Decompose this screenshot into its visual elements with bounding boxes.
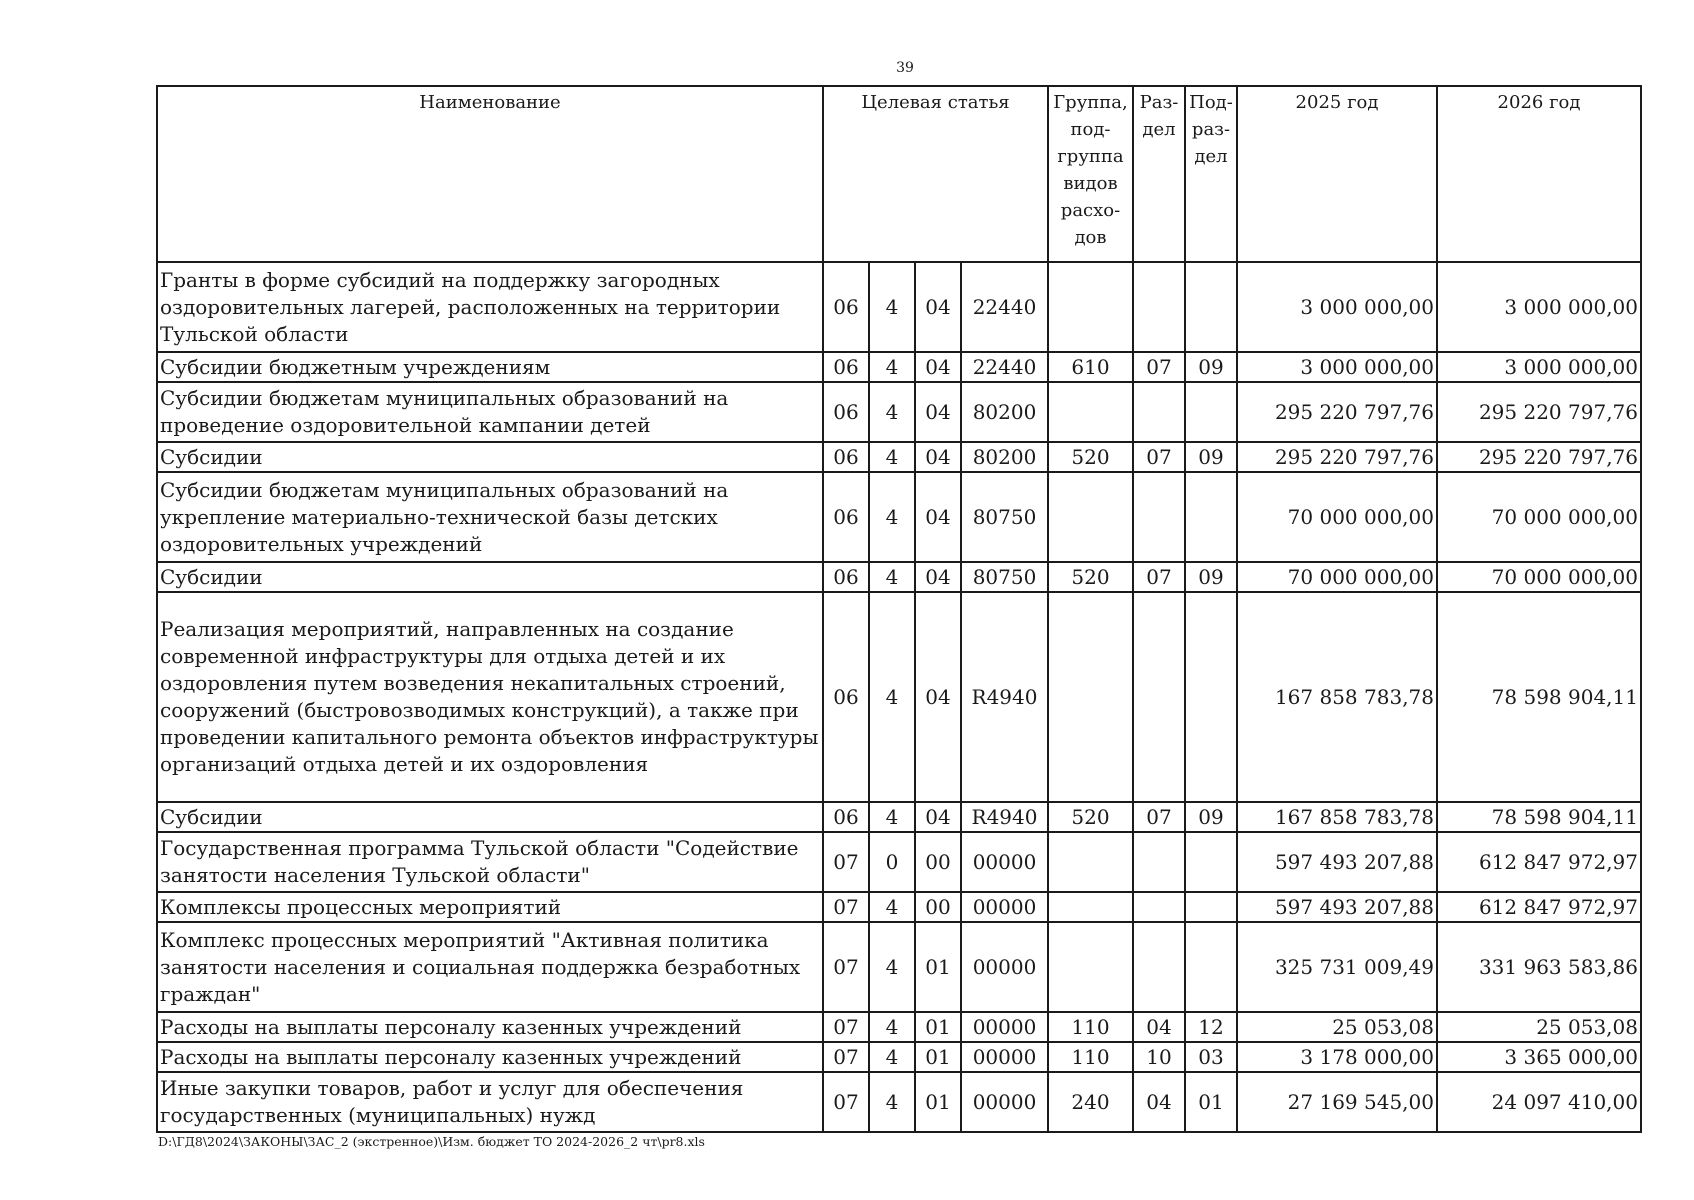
amount-2026: 612 847 972,97 [1437,892,1641,922]
target-code-direction: 00000 [961,1042,1048,1072]
target-code-type: 4 [869,262,915,352]
target-code-program: 07 [823,892,869,922]
expense-group-code [1048,832,1133,892]
amount-2026: 78 598 904,11 [1437,592,1641,802]
section-code [1133,262,1185,352]
target-code-subprogram: 01 [915,922,961,1012]
row-name: Субсидии бюджетам муниципальных образований на укрепление материально-технической базы детских оздоровительных учреждений [157,472,823,562]
header-year-2025: 2025 год [1237,86,1437,262]
amount-2026: 25 053,08 [1437,1012,1641,1042]
amount-2026: 70 000 000,00 [1437,562,1641,592]
amount-2025: 3 000 000,00 [1237,352,1437,382]
row-name: Расходы на выплаты персоналу казенных учреждений [157,1042,823,1072]
target-code-subprogram: 04 [915,382,961,442]
section-code [1133,592,1185,802]
amount-2025: 597 493 207,88 [1237,892,1437,922]
header-name: Наименование [157,86,823,262]
target-code-program: 06 [823,352,869,382]
table-row [157,592,1641,802]
amount-2025: 3 178 000,00 [1237,1042,1437,1072]
section-code [1133,892,1185,922]
target-code-type: 4 [869,922,915,1012]
header-year-2026: 2026 год [1437,86,1641,262]
amount-2025: 597 493 207,88 [1237,832,1437,892]
section-code [1133,382,1185,442]
target-code-program: 06 [823,262,869,352]
target-code-program: 06 [823,562,869,592]
expense-group-code [1048,382,1133,442]
target-code-subprogram: 01 [915,1042,961,1072]
target-code-type: 4 [869,592,915,802]
expense-group-code [1048,922,1133,1012]
amount-2025: 70 000 000,00 [1237,472,1437,562]
section-code: 04 [1133,1012,1185,1042]
target-code-direction: 80200 [961,382,1048,442]
table-row [157,262,1641,352]
target-code-type: 4 [869,1072,915,1132]
row-name: Субсидии [157,802,823,832]
subsection-code [1185,262,1237,352]
header-subsection: Под-раз-дел [1185,86,1237,262]
amount-2026: 331 963 583,86 [1437,922,1641,1012]
table-row [157,352,1641,382]
target-code-direction: 80750 [961,562,1048,592]
section-code: 10 [1133,1042,1185,1072]
header-expense-group: Группа, под-группа видов расхо-дов [1048,86,1133,262]
target-code-program: 07 [823,1042,869,1072]
target-code-subprogram: 01 [915,1072,961,1132]
subsection-code: 12 [1185,1012,1237,1042]
target-code-type: 4 [869,442,915,472]
target-code-direction: 80750 [961,472,1048,562]
target-code-subprogram: 01 [915,1012,961,1042]
expense-group-code: 520 [1048,442,1133,472]
table-row [157,1042,1641,1072]
table-row [157,472,1641,562]
target-code-direction: 00000 [961,1012,1048,1042]
expense-group-code: 110 [1048,1012,1133,1042]
row-name: Субсидии бюджетным учреждениям [157,352,823,382]
subsection-code: 09 [1185,352,1237,382]
target-code-type: 4 [869,892,915,922]
footer-file-path: D:\ГД8\2024\ЗАКОНЫ\ЗАС_2 (экстренное)\Изм. бюджет ТО 2024-2026_2 чт\pr8.xls [158,1134,705,1149]
row-name: Субсидии [157,562,823,592]
amount-2025: 325 731 009,49 [1237,922,1437,1012]
expense-group-code: 110 [1048,1042,1133,1072]
amount-2026: 3 000 000,00 [1437,262,1641,352]
target-code-direction: 00000 [961,922,1048,1012]
target-code-program: 06 [823,382,869,442]
target-code-subprogram: 04 [915,472,961,562]
amount-2026: 295 220 797,76 [1437,442,1641,472]
subsection-code [1185,382,1237,442]
target-code-subprogram: 04 [915,442,961,472]
subsection-code [1185,922,1237,1012]
target-code-type: 4 [869,802,915,832]
expense-group-code [1048,472,1133,562]
amount-2026: 3 365 000,00 [1437,1042,1641,1072]
target-code-type: 4 [869,1042,915,1072]
row-name: Иные закупки товаров, работ и услуг для обеспечения государственных (муниципальных) нужд [157,1072,823,1132]
row-name: Государственная программа Тульской области "Содействие занятости населения Тульской области" [157,832,823,892]
target-code-type: 4 [869,562,915,592]
target-code-program: 06 [823,592,869,802]
target-code-program: 07 [823,922,869,1012]
amount-2025: 167 858 783,78 [1237,802,1437,832]
target-code-subprogram: 04 [915,802,961,832]
subsection-code: 09 [1185,802,1237,832]
amount-2025: 25 053,08 [1237,1012,1437,1042]
target-code-type: 4 [869,352,915,382]
table-row [157,832,1641,892]
amount-2025: 70 000 000,00 [1237,562,1437,592]
amount-2025: 167 858 783,78 [1237,592,1437,802]
target-code-direction: 80200 [961,442,1048,472]
expense-group-code: 610 [1048,352,1133,382]
row-name: Расходы на выплаты персоналу казенных учреждений [157,1012,823,1042]
target-code-subprogram: 04 [915,592,961,802]
target-code-subprogram: 04 [915,262,961,352]
target-code-subprogram: 04 [915,352,961,382]
target-code-type: 4 [869,1012,915,1042]
target-code-direction: 22440 [961,262,1048,352]
target-code-type: 4 [869,382,915,442]
target-code-direction: 00000 [961,832,1048,892]
page-number: 39 [896,60,914,76]
table-row [157,562,1641,592]
amount-2026: 24 097 410,00 [1437,1072,1641,1132]
amount-2025: 3 000 000,00 [1237,262,1437,352]
subsection-code: 01 [1185,1072,1237,1132]
section-code: 07 [1133,562,1185,592]
expense-group-code [1048,592,1133,802]
target-code-program: 07 [823,1012,869,1042]
target-code-direction: 00000 [961,892,1048,922]
amount-2026: 3 000 000,00 [1437,352,1641,382]
target-code-program: 07 [823,832,869,892]
row-name: Реализация мероприятий, направленных на создание современной инфраструктуры для отдыха детей и их оздоровления путем возведения некапитальных строений, сооружений (быстровозводимых конструкций), а также при проведении капитального ремонта объектов инфраструктуры организаций отдыха детей и их оздоровления [157,592,823,802]
row-name: Комплекс процессных мероприятий "Активная политика занятости населения и социальная поддержка безработных граждан" [157,922,823,1012]
header-row [157,86,1641,262]
header-section: Раз-дел [1133,86,1185,262]
section-code [1133,922,1185,1012]
target-code-program: 07 [823,1072,869,1132]
subsection-code [1185,892,1237,922]
amount-2026: 612 847 972,97 [1437,832,1641,892]
budget-table [156,85,1642,1133]
target-code-type: 0 [869,832,915,892]
target-code-subprogram: 04 [915,562,961,592]
table-row [157,802,1641,832]
section-code: 07 [1133,802,1185,832]
table-row [157,922,1641,1012]
section-code [1133,472,1185,562]
amount-2025: 295 220 797,76 [1237,442,1437,472]
expense-group-code [1048,262,1133,352]
subsection-code [1185,472,1237,562]
subsection-code: 09 [1185,562,1237,592]
row-name: Субсидии бюджетам муниципальных образований на проведение оздоровительной кампании детей [157,382,823,442]
section-code [1133,832,1185,892]
subsection-code [1185,832,1237,892]
target-code-program: 06 [823,442,869,472]
table-row [157,442,1641,472]
table-row [157,1012,1641,1042]
table-row [157,382,1641,442]
target-code-program: 06 [823,802,869,832]
row-name: Субсидии [157,442,823,472]
amount-2025: 27 169 545,00 [1237,1072,1437,1132]
amount-2026: 78 598 904,11 [1437,802,1641,832]
subsection-code [1185,592,1237,802]
target-code-direction: 22440 [961,352,1048,382]
amount-2025: 295 220 797,76 [1237,382,1437,442]
table-row [157,1072,1641,1132]
section-code: 04 [1133,1072,1185,1132]
expense-group-code [1048,892,1133,922]
amount-2026: 70 000 000,00 [1437,472,1641,562]
row-name: Комплексы процессных мероприятий [157,892,823,922]
target-code-type: 4 [869,472,915,562]
target-code-direction: 00000 [961,1072,1048,1132]
target-code-direction: R4940 [961,592,1048,802]
amount-2026: 295 220 797,76 [1437,382,1641,442]
section-code: 07 [1133,352,1185,382]
subsection-code: 09 [1185,442,1237,472]
row-name: Гранты в форме субсидий на поддержку загородных оздоровительных лагерей, расположенных на территории Тульской области [157,262,823,352]
header-target-article: Целевая статья [823,86,1048,262]
target-code-program: 06 [823,472,869,562]
subsection-code: 03 [1185,1042,1237,1072]
table-row [157,892,1641,922]
target-code-direction: R4940 [961,802,1048,832]
target-code-subprogram: 00 [915,832,961,892]
expense-group-code: 520 [1048,562,1133,592]
target-code-subprogram: 00 [915,892,961,922]
expense-group-code: 240 [1048,1072,1133,1132]
section-code: 07 [1133,442,1185,472]
expense-group-code: 520 [1048,802,1133,832]
